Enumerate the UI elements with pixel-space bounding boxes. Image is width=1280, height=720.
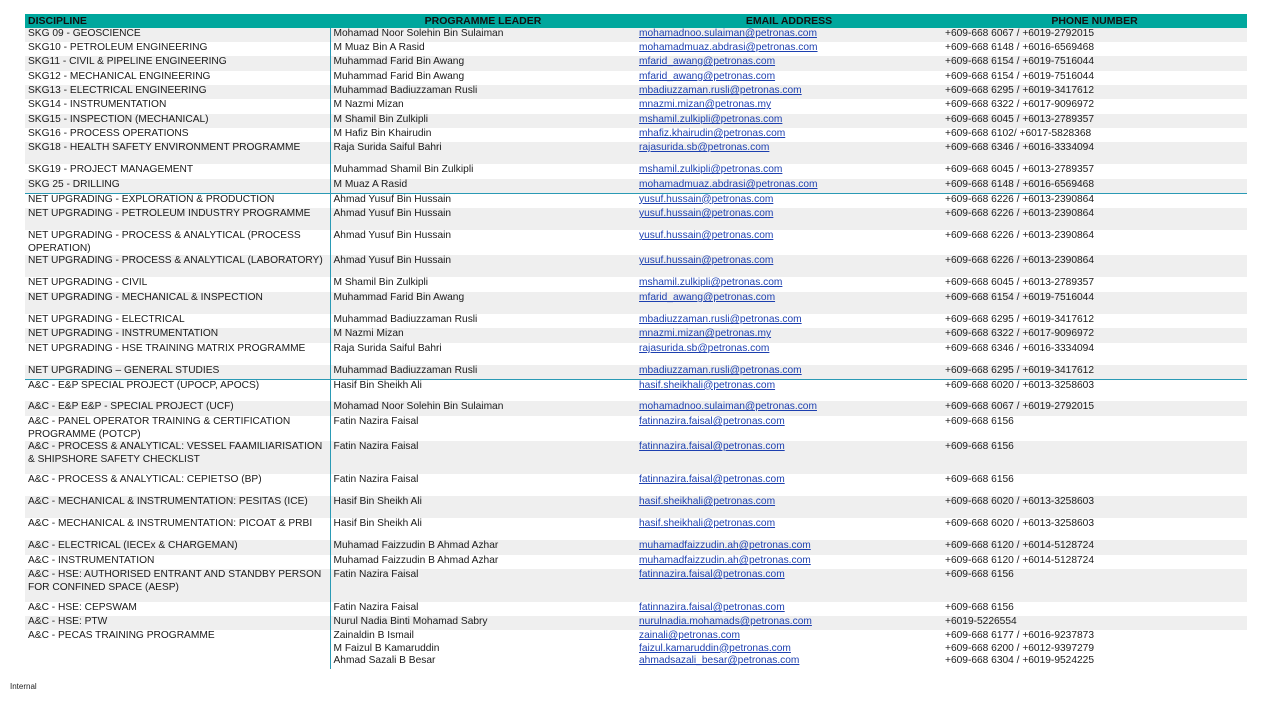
email-cell [636, 540, 942, 555]
phone-number: +609-668 6226 / +6013-2390864 [945, 208, 1094, 219]
phone-cell [942, 496, 1247, 518]
leader-name: Fatin Nazira Faisal [333, 569, 419, 580]
phone-cell [942, 555, 1247, 569]
discipline-cell: NET UPGRADING - HSE TRAINING MATRIX PROGRAMME [25, 343, 330, 365]
table-row [25, 569, 1247, 602]
leader-name: Ahmad Yusuf Bin Hussain [333, 255, 452, 266]
programme-leader-cell [330, 616, 636, 630]
phone-number: +609-668 6045 / +6013-2789357 [945, 164, 1094, 175]
programme-leader-cell [330, 56, 636, 71]
phone-cell [942, 164, 1247, 179]
phone-number: +609-668 6148 / +6016-6569468 [945, 42, 1094, 53]
phone-cell [942, 441, 1247, 474]
leader-name: M Shamil Bin Zulkipli [333, 277, 429, 288]
discipline-cell: A&C - ELECTRICAL (IECEx & CHARGEMAN) [25, 540, 330, 555]
phone-cell [942, 128, 1247, 142]
phone-cell [942, 28, 1247, 42]
email-cell [636, 518, 942, 540]
table-row [25, 42, 1247, 56]
phone-cell [942, 277, 1247, 292]
discipline-cell: A&C - PANEL OPERATOR TRAINING & CERTIFICATION PROGRAMME (POTCP) [25, 416, 330, 441]
phone-number: +609-668 6154 / +6019-7516044 [945, 71, 1094, 82]
table-row [25, 416, 1247, 441]
discipline-cell: NET UPGRADING – GENERAL STUDIES [25, 365, 330, 379]
programme-leader-cell [330, 379, 636, 401]
email-link[interactable]: mbadiuzzaman.rusli@petronas.com [639, 314, 802, 325]
email-cell [636, 474, 942, 496]
email-link[interactable]: mnazmi.mizan@petronas.my [639, 99, 772, 110]
leader-name: Zainaldin B Ismail [333, 630, 414, 641]
leader-name: Ahmad Sazali B Besar [333, 655, 436, 666]
email-link[interactable]: zainali@petronas.com [639, 630, 740, 641]
email-link[interactable]: muhamadfaizzudin.ah@petronas.com [639, 555, 811, 566]
programme-leader-cell [330, 555, 636, 569]
leader-name: Muhamad Faizzudin B Ahmad Azhar [333, 540, 499, 551]
discipline-cell: SKG18 - HEALTH SAFETY ENVIRONMENT PROGRAMME [25, 142, 330, 164]
email-link[interactable]: mfarid_awang@petronas.com [639, 56, 776, 67]
email-cell [636, 208, 942, 230]
leader-name: M Nazmi Mizan [333, 328, 404, 339]
leader-name: Fatin Nazira Faisal [333, 474, 419, 485]
email-cell [636, 379, 942, 401]
table-row [25, 164, 1247, 179]
phone-cell [942, 379, 1247, 401]
email-cell [636, 292, 942, 314]
discipline-cell: A&C - PROCESS & ANALYTICAL: VESSEL FAAMILIARISATION & SHIPSHORE SAFETY CHECKLIST [25, 441, 330, 474]
email-cell [636, 193, 942, 208]
email-link[interactable]: fatinnazira.faisal@petronas.com [639, 474, 785, 485]
table-row [25, 328, 1247, 343]
phone-number: +609-668 6067 / +6019-2792015 [945, 28, 1094, 39]
discipline-cell: A&C - PROCESS & ANALYTICAL: CEPIETSO (BP) [25, 474, 330, 496]
email-link[interactable]: mbadiuzzaman.rusli@petronas.com [639, 365, 802, 376]
phone-cell [942, 328, 1247, 343]
phone-number: +609-668 6148 / +6016-6569468 [945, 179, 1094, 190]
programme-leader-cell [330, 401, 636, 416]
phone-number: +609-668 6154 / +6019-7516044 [945, 292, 1094, 303]
email-cell [636, 56, 942, 71]
leader-name: Muhammad Shamil Bin Zulkipli [333, 164, 474, 175]
programme-leader-cell [330, 441, 636, 474]
phone-cell [942, 602, 1247, 616]
discipline-cell: NET UPGRADING - ELECTRICAL [25, 314, 330, 328]
email-cell [636, 277, 942, 292]
table-row [25, 99, 1247, 114]
email-link[interactable]: yusuf.hussain@petronas.com [639, 193, 774, 205]
table-body [25, 28, 1247, 669]
table-row [25, 28, 1247, 42]
leader-name: Hasif Bin Sheikh Ali [333, 496, 422, 507]
programme-leader-cell [330, 193, 636, 208]
phone-number: +609-668 6322 / +6017-9096972 [945, 328, 1094, 339]
table-row [25, 193, 1247, 208]
phone-number: +609-668 6156 [945, 441, 1014, 452]
email-cell [636, 441, 942, 474]
email-link[interactable]: mohamadnoo.sulaiman@petronas.com [639, 401, 817, 412]
discipline-cell: SKG 25 - DRILLING [25, 179, 330, 193]
email-cell [636, 365, 942, 379]
discipline-cell: A&C - E&P E&P - SPECIAL PROJECT (UCF) [25, 401, 330, 416]
leader-name: Muhammad Badiuzzaman Rusli [333, 314, 478, 325]
table-header-row [25, 14, 1247, 28]
programme-leader-cell [330, 42, 636, 56]
phone-number: +609-668 6067 / +6019-2792015 [945, 401, 1094, 412]
phone-cell [942, 314, 1247, 328]
table-row [25, 208, 1247, 230]
programme-leader-cell [330, 474, 636, 496]
leader-name: Mohamad Noor Solehin Bin Sulaiman [333, 401, 504, 412]
programme-leader-cell [330, 314, 636, 328]
email-link[interactable]: mshamil.zulkipli@petronas.com [639, 277, 783, 288]
phone-cell [942, 99, 1247, 114]
email-link[interactable]: fatinnazira.faisal@petronas.com [639, 602, 785, 613]
phone-cell [942, 540, 1247, 555]
table-row [25, 255, 1247, 277]
programme-leader-cell [330, 518, 636, 540]
programme-leader-table [25, 14, 1247, 669]
leader-name: Muhamad Faizzudin B Ahmad Azhar [333, 555, 499, 566]
email-cell [636, 28, 942, 42]
email-link[interactable]: mohamadmuaz.abdrasi@petronas.com [639, 42, 818, 53]
discipline-cell: NET UPGRADING - INSTRUMENTATION [25, 328, 330, 343]
table-row [25, 128, 1247, 142]
email-cell [636, 343, 942, 365]
phone-cell [942, 569, 1247, 602]
email-link[interactable]: mohamadmuaz.abdrasi@petronas.com [639, 179, 818, 190]
discipline-cell: SKG13 - ELECTRICAL ENGINEERING [25, 85, 330, 99]
programme-leader-cell [330, 292, 636, 314]
email-cell [636, 42, 942, 56]
discipline-cell: NET UPGRADING - EXPLORATION & PRODUCTION [25, 193, 330, 208]
phone-cell [942, 193, 1247, 208]
phone-cell [942, 630, 1247, 669]
programme-leader-cell [330, 114, 636, 128]
programme-leader-cell [330, 255, 636, 277]
email-link[interactable]: mshamil.zulkipli@petronas.com [639, 114, 783, 125]
phone-cell [942, 343, 1247, 365]
email-link[interactable]: yusuf.hussain@petronas.com [639, 208, 774, 219]
email-link[interactable]: fatinnazira.faisal@petronas.com [639, 416, 785, 427]
discipline-cell: A&C - MECHANICAL & INSTRUMENTATION: PICOAT & PRBI [25, 518, 330, 540]
phone-number: +609-668 6226 / +6013-2390864 [945, 255, 1094, 266]
phone-number: +609-668 6045 / +6013-2789357 [945, 114, 1094, 125]
phone-cell [942, 401, 1247, 416]
leader-name: Ahmad Yusuf Bin Hussain [333, 193, 452, 205]
table-row [25, 365, 1247, 379]
header-phone-number: PHONE NUMBER [942, 14, 1247, 28]
header-discipline: DISCIPLINE [25, 14, 330, 28]
email-link[interactable]: ahmadsazali_besar@petronas.com [639, 655, 800, 666]
leader-name: Raja Surida Saiful Bahri [333, 343, 442, 354]
table-row [25, 496, 1247, 518]
phone-cell [942, 255, 1247, 277]
email-link[interactable]: rajasurida.sb@petronas.com [639, 142, 770, 153]
leader-name: Muhammad Badiuzzaman Rusli [333, 365, 478, 376]
table-row [25, 555, 1247, 569]
programme-leader-cell [330, 142, 636, 164]
discipline-cell: SKG12 - MECHANICAL ENGINEERING [25, 71, 330, 85]
table-row [25, 616, 1247, 630]
programme-leader-cell [330, 540, 636, 555]
discipline-cell: A&C - HSE: AUTHORISED ENTRANT AND STANDBY PERSON FOR CONFINED SPACE (AESP) [25, 569, 330, 602]
discipline-cell: SKG19 - PROJECT MANAGEMENT [25, 164, 330, 179]
leader-name: Nurul Nadia Binti Mohamad Sabry [333, 616, 488, 627]
email-cell [636, 314, 942, 328]
table-row [25, 142, 1247, 164]
email-link[interactable]: mhafiz.khairudin@petronas.com [639, 128, 786, 139]
email-cell [636, 230, 942, 255]
table-row [25, 602, 1247, 616]
email-link[interactable]: mfarid_awang@petronas.com [639, 292, 776, 303]
leader-name: Muhammad Badiuzzaman Rusli [333, 85, 478, 96]
email-link[interactable]: fatinnazira.faisal@petronas.com [639, 441, 785, 452]
classification-footer: Internal [10, 682, 37, 691]
table-row [25, 85, 1247, 99]
discipline-cell: SKG 09 - GEOSCIENCE [25, 28, 330, 42]
phone-cell [942, 292, 1247, 314]
contact-table-container [25, 14, 1247, 669]
programme-leader-cell [330, 630, 636, 669]
leader-name: M Muaz A Rasid [333, 179, 408, 190]
discipline-cell: A&C - HSE: CEPSWAM [25, 602, 330, 616]
phone-number: +609-668 6154 / +6019-7516044 [945, 56, 1094, 67]
programme-leader-cell [330, 602, 636, 616]
programme-leader-cell [330, 569, 636, 602]
programme-leader-cell [330, 99, 636, 114]
email-cell [636, 328, 942, 343]
phone-number: +609-668 6304 / +6019-9524225 [945, 655, 1094, 666]
leader-name: Muhammad Farid Bin Awang [333, 292, 465, 303]
email-cell [636, 142, 942, 164]
phone-number: +609-668 6102/ +6017-5828368 [945, 128, 1092, 139]
discipline-cell: A&C - PECAS TRAINING PROGRAMME [25, 630, 330, 669]
discipline-cell: A&C - HSE: PTW [25, 616, 330, 630]
programme-leader-cell [330, 28, 636, 42]
phone-cell [942, 230, 1247, 255]
email-cell [636, 85, 942, 99]
phone-number: +609-668 6020 / +6013-3258603 [945, 518, 1094, 529]
phone-number: +609-668 6020 / +6013-3258603 [945, 379, 1094, 391]
header-programme-leader: PROGRAMME LEADER [330, 14, 636, 28]
programme-leader-cell [330, 179, 636, 193]
phone-number: +609-668 6226 / +6013-2390864 [945, 230, 1094, 241]
table-row [25, 56, 1247, 71]
phone-cell [942, 71, 1247, 85]
email-link[interactable]: muhamadfaizzudin.ah@petronas.com [639, 540, 811, 551]
discipline-cell: SKG10 - PETROLEUM ENGINEERING [25, 42, 330, 56]
email-link[interactable]: fatinnazira.faisal@petronas.com [639, 569, 785, 580]
email-link[interactable]: mshamil.zulkipli@petronas.com [639, 164, 783, 175]
discipline-cell: A&C - E&P SPECIAL PROJECT (UPOCP, APOCS) [25, 379, 330, 401]
email-cell [636, 602, 942, 616]
email-cell [636, 71, 942, 85]
phone-number: +609-668 6346 / +6016-3334094 [945, 142, 1094, 153]
table-row [25, 379, 1247, 401]
discipline-cell: A&C - MECHANICAL & INSTRUMENTATION: PESITAS (ICE) [25, 496, 330, 518]
discipline-cell: SKG16 - PROCESS OPERATIONS [25, 128, 330, 142]
email-cell [636, 630, 942, 669]
phone-cell [942, 474, 1247, 496]
leader-name: M Faizul B Kamaruddin [333, 642, 440, 654]
leader-name: Ahmad Yusuf Bin Hussain [333, 208, 452, 219]
discipline-cell: NET UPGRADING - CIVIL [25, 277, 330, 292]
email-link[interactable]: mohamadnoo.sulaiman@petronas.com [639, 28, 817, 39]
leader-name: M Nazmi Mizan [333, 99, 404, 110]
table-row [25, 277, 1247, 292]
programme-leader-cell [330, 230, 636, 255]
phone-cell [942, 85, 1247, 99]
email-link[interactable]: yusuf.hussain@petronas.com [639, 255, 774, 266]
phone-number: +609-668 6120 / +6014-5128724 [945, 555, 1094, 566]
email-link[interactable]: rajasurida.sb@petronas.com [639, 343, 770, 354]
table-row [25, 314, 1247, 328]
phone-number: +609-668 6045 / +6013-2789357 [945, 277, 1094, 288]
email-link[interactable]: faizul.kamaruddin@petronas.com [639, 642, 791, 654]
email-cell [636, 164, 942, 179]
programme-leader-cell [330, 208, 636, 230]
phone-number: +609-668 6200 / +6012-9397279 [945, 642, 1094, 654]
phone-cell [942, 518, 1247, 540]
programme-leader-cell [330, 365, 636, 379]
table-row [25, 518, 1247, 540]
email-link[interactable]: hasif.sheikhali@petronas.com [639, 518, 776, 529]
programme-leader-cell [330, 71, 636, 85]
email-cell [636, 496, 942, 518]
email-link[interactable]: mnazmi.mizan@petronas.my [639, 328, 772, 339]
leader-name: Raja Surida Saiful Bahri [333, 142, 442, 153]
email-link[interactable]: yusuf.hussain@petronas.com [639, 230, 774, 241]
phone-cell [942, 142, 1247, 164]
email-link[interactable]: nurulnadia.mohamads@petronas.com [639, 616, 812, 627]
phone-number: +609-668 6177 / +6016-9237873 [945, 630, 1094, 641]
phone-number: +609-668 6156 [945, 474, 1014, 485]
phone-number: +609-668 6295 / +6019-3417612 [945, 365, 1094, 376]
email-cell [636, 616, 942, 630]
email-cell [636, 179, 942, 193]
programme-leader-cell [330, 128, 636, 142]
email-link[interactable]: mbadiuzzaman.rusli@petronas.com [639, 85, 802, 96]
leader-name: Muhammad Farid Bin Awang [333, 56, 465, 67]
discipline-cell: NET UPGRADING - MECHANICAL & INSPECTION [25, 292, 330, 314]
phone-cell [942, 208, 1247, 230]
programme-leader-cell [330, 85, 636, 99]
phone-number: +609-668 6120 / +6014-5128724 [945, 540, 1094, 551]
table-row [25, 630, 1247, 669]
phone-number: +609-668 6156 [945, 569, 1014, 580]
email-cell [636, 99, 942, 114]
phone-number: +609-668 6156 [945, 602, 1014, 613]
phone-number: +609-668 6346 / +6016-3334094 [945, 343, 1094, 354]
leader-name: Fatin Nazira Faisal [333, 602, 419, 613]
email-cell [636, 416, 942, 441]
email-cell [636, 569, 942, 602]
email-link[interactable]: mfarid_awang@petronas.com [639, 71, 776, 82]
email-cell [636, 555, 942, 569]
phone-cell [942, 365, 1247, 379]
discipline-cell: SKG15 - INSPECTION (MECHANICAL) [25, 114, 330, 128]
leader-name: Hasif Bin Sheikh Ali [333, 379, 422, 391]
phone-cell [942, 416, 1247, 441]
leader-name: M Shamil Bin Zulkipli [333, 114, 429, 125]
discipline-cell: NET UPGRADING - PETROLEUM INDUSTRY PROGRAMME [25, 208, 330, 230]
phone-cell [942, 42, 1247, 56]
phone-number: +609-668 6156 [945, 416, 1014, 427]
table-row [25, 179, 1247, 193]
discipline-cell: NET UPGRADING - PROCESS & ANALYTICAL (LABORATORY) [25, 255, 330, 277]
email-cell [636, 255, 942, 277]
table-row [25, 114, 1247, 128]
phone-number: +609-668 6322 / +6017-9096972 [945, 99, 1094, 110]
discipline-cell: A&C - INSTRUMENTATION [25, 555, 330, 569]
table-row [25, 401, 1247, 416]
leader-name: Hasif Bin Sheikh Ali [333, 518, 422, 529]
email-link[interactable]: hasif.sheikhali@petronas.com [639, 379, 776, 391]
discipline-cell: NET UPGRADING - PROCESS & ANALYTICAL (PROCESS OPERATION) [25, 230, 330, 255]
email-cell [636, 401, 942, 416]
leader-name: M Muaz Bin A Rasid [333, 42, 425, 53]
programme-leader-cell [330, 328, 636, 343]
programme-leader-cell [330, 416, 636, 441]
discipline-cell: SKG11 - CIVIL & PIPELINE ENGINEERING [25, 56, 330, 71]
table-row [25, 292, 1247, 314]
table-row [25, 71, 1247, 85]
header-email-address: EMAIL ADDRESS [636, 14, 942, 28]
discipline-cell: SKG14 - INSTRUMENTATION [25, 99, 330, 114]
phone-cell [942, 114, 1247, 128]
table-row [25, 230, 1247, 255]
programme-leader-cell [330, 164, 636, 179]
table-row [25, 474, 1247, 496]
leader-name: Fatin Nazira Faisal [333, 416, 419, 427]
phone-cell [942, 616, 1247, 630]
email-cell [636, 128, 942, 142]
leader-name: Ahmad Yusuf Bin Hussain [333, 230, 452, 241]
programme-leader-cell [330, 343, 636, 365]
email-link[interactable]: hasif.sheikhali@petronas.com [639, 496, 776, 507]
phone-number: +609-668 6295 / +6019-3417612 [945, 85, 1094, 96]
table-row [25, 441, 1247, 474]
email-cell [636, 114, 942, 128]
leader-name: M Hafiz Bin Khairudin [333, 128, 432, 139]
leader-name: Muhammad Farid Bin Awang [333, 71, 465, 82]
phone-number: +609-668 6020 / +6013-3258603 [945, 496, 1094, 507]
leader-name: Mohamad Noor Solehin Bin Sulaiman [333, 28, 504, 39]
table-row [25, 343, 1247, 365]
phone-number: +609-668 6226 / +6013-2390864 [945, 193, 1094, 205]
phone-number: +609-668 6295 / +6019-3417612 [945, 314, 1094, 325]
programme-leader-cell [330, 496, 636, 518]
leader-name: Fatin Nazira Faisal [333, 441, 419, 452]
phone-cell [942, 179, 1247, 193]
table-row [25, 540, 1247, 555]
phone-number: +6019-5226554 [945, 616, 1017, 627]
phone-cell [942, 56, 1247, 71]
programme-leader-cell [330, 277, 636, 292]
